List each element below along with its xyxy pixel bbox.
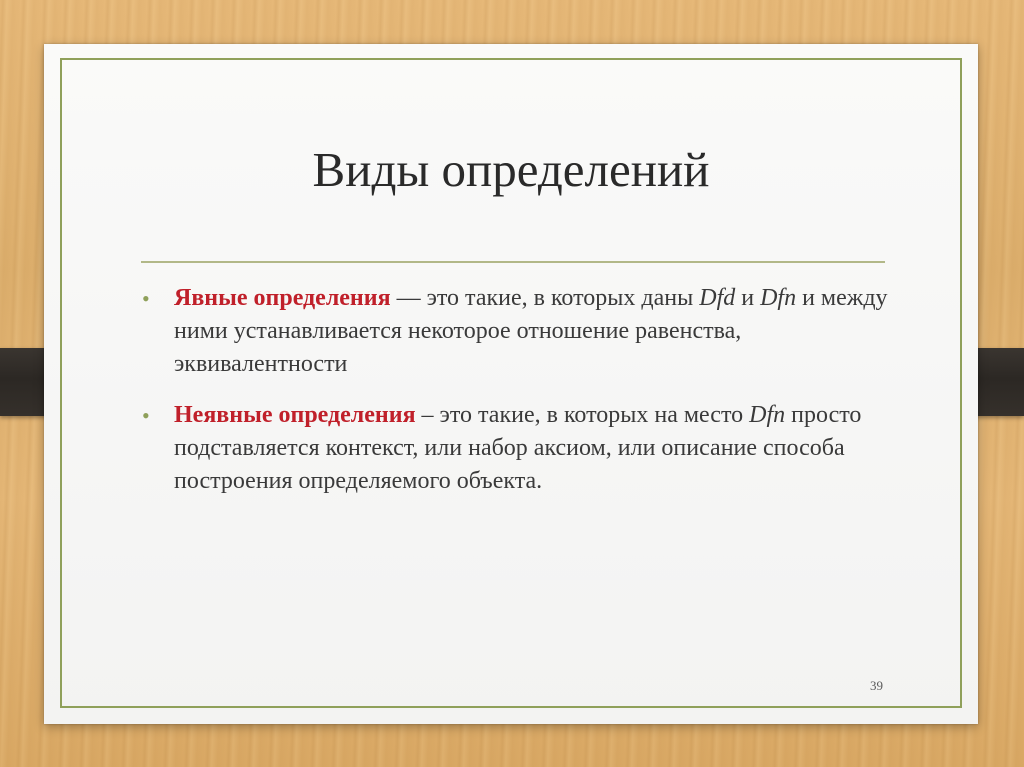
title-divider <box>141 261 885 263</box>
term-dfd: Dfd <box>699 285 736 311</box>
bullet-text: – это такие, в которых на место <box>415 402 750 428</box>
bullet-implicit-definitions <box>142 399 894 498</box>
bullet-list <box>142 282 894 516</box>
bullet-text: и <box>735 285 761 311</box>
slide-title: Виды определений <box>312 142 710 197</box>
bullet-dot-icon: • <box>142 286 150 311</box>
term-explicit: Явные определения <box>174 285 391 311</box>
bullet-text: — это такие, в которых даны <box>390 285 700 311</box>
term-dfn: Dfn <box>749 402 786 428</box>
bullet-explicit-definitions <box>142 282 894 381</box>
bullet-text: просто подставляется контекст, или набор аксиом, или описание способа построения определяемого объекта. <box>174 402 862 494</box>
term-implicit: Неявные определения <box>174 402 416 428</box>
bullet-text: и между ними устанавливается некоторое отношение равенства, эквивалентности <box>174 285 888 377</box>
slide-card <box>44 44 978 724</box>
page-number: 39 <box>870 678 883 693</box>
term-dfn: Dfn <box>760 285 797 311</box>
bullet-dot-icon: • <box>142 403 150 428</box>
